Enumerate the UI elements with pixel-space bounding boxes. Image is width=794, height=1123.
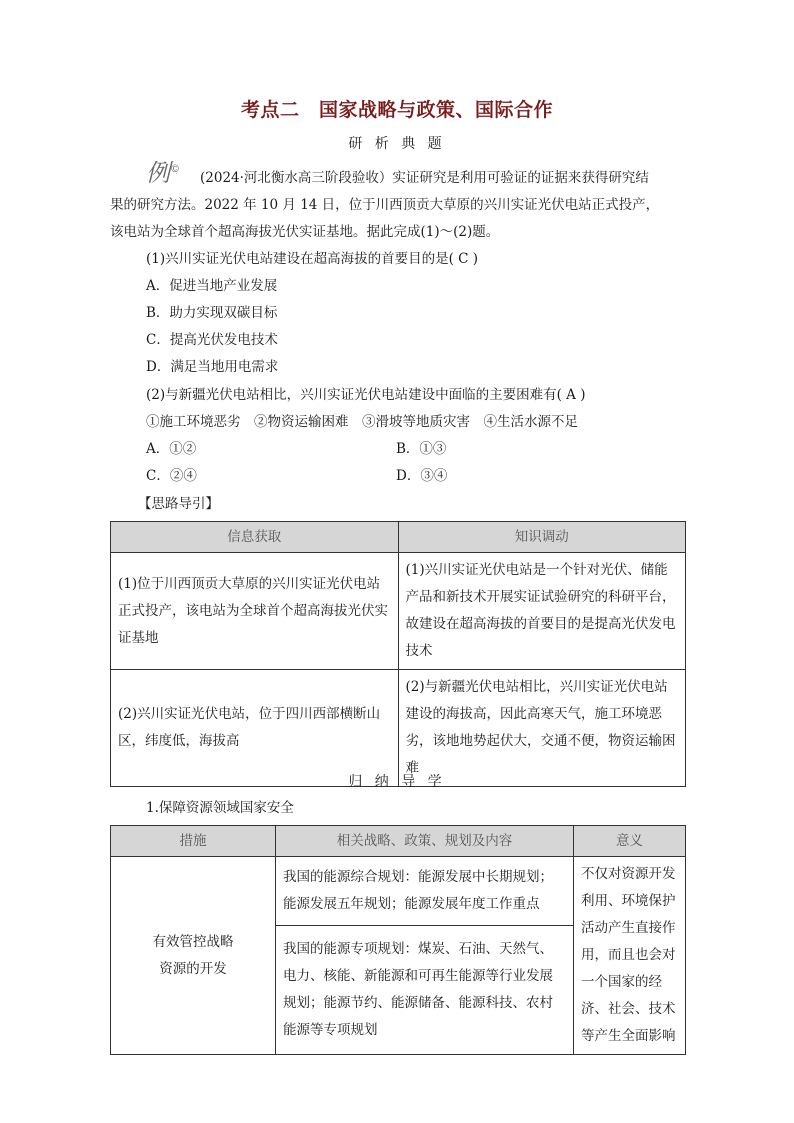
guide-row2-info: (2)兴川实证光伏电站，位于四川西部横断山区，纬度低，海拔高 (111, 670, 399, 787)
section-heading-summary: 归 纳 导 学 (348, 774, 446, 790)
question-2-stem: (2)与新疆光伏电站相比，兴川实证光伏电站建设中面临的主要困难有( A ) (146, 387, 586, 403)
page-title: 考点二 国家战略与政策、国际合作 (240, 99, 553, 121)
q1-option-c: C．提高光伏发电技术 (146, 332, 278, 348)
q2-option-a: A．①② (146, 441, 197, 457)
policy-header-measure: 措施 (111, 826, 276, 857)
guide-row1-knowledge: (1)兴川实证光伏电站是一个针对光伏、储能产品和新技术开展实证试验研究的科研平台，故建设在超高海拔的首要目的是提高光伏发电技术 (398, 553, 686, 670)
example-intro-line3: 该电站为全球首个超高海拔光伏实证基地。据此完成(1)～(2)题。 (110, 224, 500, 240)
example-mark: 例© (146, 159, 180, 187)
guide-header-info: 信息获取 (111, 522, 399, 553)
table-row (111, 670, 686, 787)
point-1-heading: 1.保障资源领域国家安全 (146, 800, 294, 816)
q2-option-c: C．②④ (146, 468, 197, 484)
policy-header-significance: 意义 (574, 826, 686, 857)
table-row (111, 553, 686, 670)
policy-measure: 有效管控战略资源的开发 (111, 857, 276, 1055)
q2-choices: ①施工环境恶劣 ②物资运输困难 ③滑坡等地质灾害 ④生活水源不足 (146, 414, 578, 430)
table-row (111, 857, 686, 926)
section-heading-analysis: 研 析 典 题 (348, 136, 446, 152)
q2-option-d: D．③④ (396, 468, 448, 484)
policy-header-strategy: 相关战略、政策、规划及内容 (276, 826, 574, 857)
example-intro-line1: (2024·河北衡水高三阶段验收）实证研究是利用可验证的证据来获得研究结 (200, 170, 649, 186)
policy-table (110, 825, 686, 1055)
q1-option-b: B．助力实现双碳目标 (146, 305, 278, 321)
q2-option-b: B．①③ (396, 441, 447, 457)
guide-row2-knowledge: (2)与新疆光伏电站相比，兴川实证光伏电站建设的海拔高，因此高寒天气，施工环境恶劣，该地地势起伏大，交通不便，物资运输困难 (398, 670, 686, 787)
policy-significance: 不仅对资源开发利用、环境保护活动产生直接作用，而且也会对一个国家的经济、社会、技术等产生全面影响 (574, 857, 686, 1055)
policy-strategy-1: 我国的能源综合规划：能源发展中长期规划；能源发展五年规划；能源发展年度工作重点 (276, 857, 574, 926)
example-intro-line2: 果的研究方法。2022 年 10 月 14 日，位于川西顶贡大草原的兴川实证光伏电站正式投产， (110, 197, 660, 213)
guide-table (110, 521, 686, 787)
q1-option-a: A．促进当地产业发展 (146, 278, 278, 294)
q1-option-d: D．满足当地用电需求 (146, 359, 279, 375)
guide-header-knowledge: 知识调动 (398, 522, 686, 553)
guide-row1-info: (1)位于川西顶贡大草原的兴川实证光伏电站正式投产，该电站为全球首个超高海拔光伏实证基地 (111, 553, 399, 670)
guide-heading: 【思路导引】 (138, 496, 219, 512)
question-1-stem: (1)兴川实证光伏电站建设在超高海拔的首要目的是( C ) (146, 251, 479, 267)
policy-strategy-2: 我国的能源专项规划：煤炭、石油、天然气、电力、核能、新能源和可再生能源等行业发展规划；能源节约、能源储备、能源科技、农村能源等专项规划 (276, 926, 574, 1055)
